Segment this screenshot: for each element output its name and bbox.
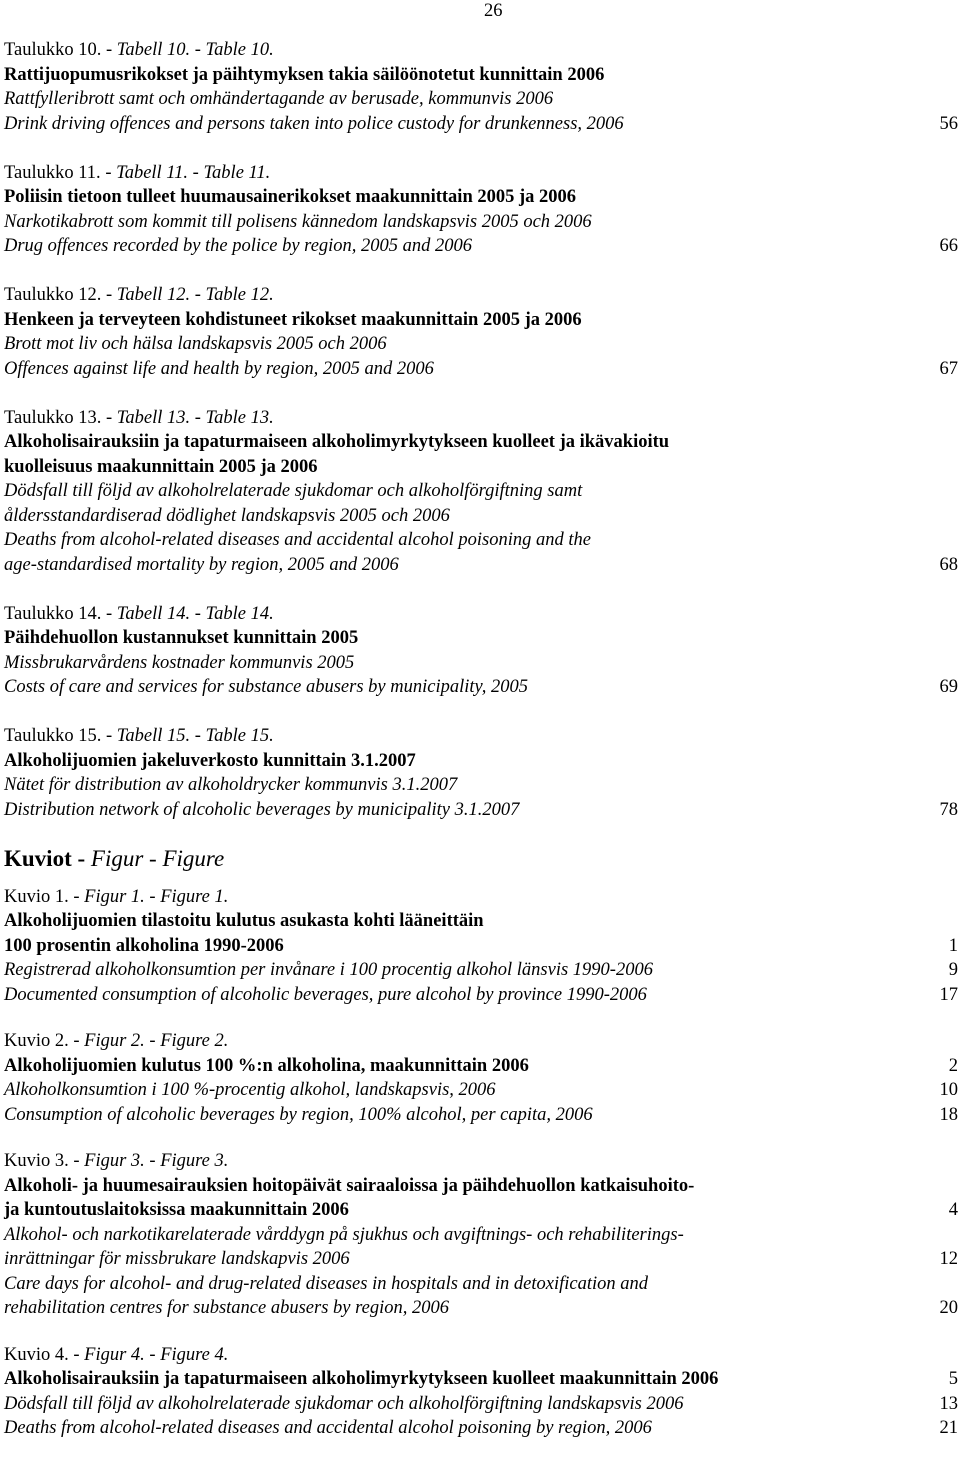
figure-title: Alkoholijuomien tilastoitu kulutus asukasta kohti lääneittäin xyxy=(4,911,484,931)
figure-line xyxy=(4,1078,958,1103)
figure-line xyxy=(4,1223,958,1248)
figure-line xyxy=(4,1054,958,1079)
table-subtitle: Costs of care and services for substance abusers by municipality, 2005 xyxy=(4,677,528,697)
table-label-main: Taulukko 10. xyxy=(4,40,102,60)
table-title: Alkoholijuomien jakeluverkosto kunnittain 3.1.2007 xyxy=(4,750,416,771)
table-subtitle: Drug offences recorded by the police by region, 2005 and 2006 xyxy=(4,236,473,256)
figure-line xyxy=(4,1198,958,1223)
figure-label-main: Kuvio 3. xyxy=(4,1151,69,1171)
table-label xyxy=(4,283,274,308)
figure-line xyxy=(4,934,958,959)
figure-entry xyxy=(4,1029,958,1127)
figure-label-main: Kuvio 1. xyxy=(4,886,69,907)
figure-label-line xyxy=(4,1343,958,1368)
table-title: Henkeen ja terveyteen kohdistuneet rikokset maakunnittain 2005 ja 2006 xyxy=(4,309,582,330)
figure-label-line xyxy=(4,885,958,910)
figure-label xyxy=(4,1343,228,1368)
figure-label-rest: - Figur 4. - Figure 4. xyxy=(68,1344,229,1365)
figure-subtitle: Registrerad alkoholkonsumtion per invånare i 100 procentig alkohol länsvis 1990-2006 xyxy=(4,960,653,980)
figure-subtitle: Consumption of alcoholic beverages by region, 100% alcohol, per capita, 2006 xyxy=(4,1104,593,1125)
table-subtitle: Deaths from alcohol-related diseases and accidental alcohol poisoning and the xyxy=(4,530,591,550)
table-line xyxy=(4,553,958,578)
figure-title: ja kuntoutuslaitoksissa maakunnittain 2006 xyxy=(4,1200,349,1220)
page-ref: 1 xyxy=(948,935,958,956)
figure-subtitle: Alkohol- och narkotikarelaterade vårddygn på sjukhus och avgiftnings- och rehabiliterings- xyxy=(4,1224,684,1245)
table-label xyxy=(4,602,274,627)
table-line xyxy=(4,210,958,235)
page-ref: 12 xyxy=(939,1249,958,1269)
figure-line xyxy=(4,1296,958,1321)
table-line xyxy=(4,332,958,357)
table-label-line xyxy=(4,724,958,749)
figure-line xyxy=(4,958,958,983)
table-label-rest: - Tabell 15. - Table 15. xyxy=(101,726,274,746)
page-ref: 9 xyxy=(948,960,958,980)
table-line xyxy=(4,308,958,333)
figure-subtitle: Care days for alcohol- and drug-related diseases in hospitals and in detoxification and xyxy=(4,1273,649,1294)
table-line xyxy=(4,479,958,504)
table-label-rest: - Tabell 11. - Table 11. xyxy=(100,162,271,183)
page-ref: 17 xyxy=(939,984,958,1005)
figure-label-rest: - Figur 2. - Figure 2. xyxy=(68,1031,229,1051)
figure-label-rest: - Figur 1. - Figure 1. xyxy=(68,886,229,907)
page-ref: 20 xyxy=(939,1298,958,1318)
figure-subtitle: Documented consumption of alcoholic beverages, pure alcohol by province 1990-2006 xyxy=(4,984,647,1005)
figures-list xyxy=(4,885,958,1441)
figures-heading-main: Kuviot - xyxy=(4,845,91,871)
figure-title: Alkoholi- ja huumesairauksien hoitopäivät sairaaloissa ja päihdehuollon katkaisuhoito- xyxy=(4,1175,695,1196)
table-line xyxy=(4,455,958,480)
table-subtitle: åldersstandardiserad dödlighet landskapsvis 2005 och 2006 xyxy=(4,505,450,526)
figure-subtitle: inrättningar för missbrukare landskapvis 2006 xyxy=(4,1249,350,1269)
table-subtitle: Missbrukarvårdens kostnader kommunvis 2005 xyxy=(4,652,355,673)
figure-line xyxy=(4,1272,958,1297)
page-ref: 21 xyxy=(939,1418,958,1438)
figure-line xyxy=(4,1247,958,1272)
figure-label-main: Kuvio 4. xyxy=(4,1344,69,1365)
table-label-main: Taulukko 12. xyxy=(4,285,102,305)
table-subtitle: Brott mot liv och hälsa landskapsvis 2005 och 2006 xyxy=(4,334,387,354)
figure-label-line xyxy=(4,1029,958,1054)
table-line xyxy=(4,504,958,529)
figure-line xyxy=(4,1416,958,1441)
table-label-main: Taulukko 14. xyxy=(4,603,102,624)
table-line xyxy=(4,626,958,651)
figures-heading xyxy=(4,845,958,873)
page-ref: 69 xyxy=(939,677,958,697)
table-line xyxy=(4,63,958,88)
table-label xyxy=(4,161,270,186)
table-entry xyxy=(4,406,958,578)
page-ref: 18 xyxy=(939,1104,958,1125)
table-label-main: Taulukko 15. xyxy=(4,726,102,746)
figure-entry xyxy=(4,1343,958,1441)
page-ref: 67 xyxy=(939,358,958,379)
table-line xyxy=(4,675,958,700)
table-label-line xyxy=(4,602,958,627)
table-entry xyxy=(4,161,958,259)
table-subtitle: age-standardised mortality by region, 2005 and 2006 xyxy=(4,554,399,575)
page-ref: 66 xyxy=(939,236,958,256)
table-label-main: Taulukko 11. xyxy=(4,162,101,183)
tables-list xyxy=(4,38,958,822)
table-title: Poliisin tietoon tulleet huumausainerikokset maakunnittain 2005 ja 2006 xyxy=(4,187,577,207)
table-title: Alkoholisairauksiin ja tapaturmaiseen alkoholimyrkytykseen kuolleet ja ikävakioitu xyxy=(4,432,670,452)
figure-subtitle: Dödsfall till följd av alkoholrelaterade sjukdomar och alkoholförgiftning landskapsvis 2006 xyxy=(4,1393,684,1414)
table-line xyxy=(4,528,958,553)
table-subtitle: Offences against life and health by region, 2005 and 2006 xyxy=(4,358,434,379)
table-title: Päihdehuollon kustannukset kunnittain 2005 xyxy=(4,628,359,648)
figure-subtitle: Alkoholkonsumtion i 100 %-procentig alkohol, landskapsvis, 2006 xyxy=(4,1080,496,1100)
table-entry xyxy=(4,283,958,381)
table-label xyxy=(4,724,274,749)
table-line xyxy=(4,430,958,455)
figure-label-rest: - Figur 3. - Figure 3. xyxy=(68,1151,229,1171)
figure-label xyxy=(4,885,228,910)
figure-title: Alkoholijuomien kulutus 100 %:n alkoholina, maakunnittain 2006 xyxy=(4,1055,529,1076)
figure-line xyxy=(4,1367,958,1392)
table-subtitle: Rattfylleribrott samt och omhändertagande av berusade, kommunvis 2006 xyxy=(4,89,554,109)
page-ref: 2 xyxy=(948,1055,958,1076)
table-label-rest: - Tabell 13. - Table 13. xyxy=(101,407,274,428)
table-label xyxy=(4,406,274,431)
page-number: 26 xyxy=(484,1,503,21)
figure-label xyxy=(4,1029,228,1054)
page-ref: 13 xyxy=(939,1393,958,1414)
figure-subtitle: rehabilitation centres for substance abusers by region, 2006 xyxy=(4,1298,449,1318)
table-label-line xyxy=(4,38,958,63)
page-ref: 56 xyxy=(939,113,958,134)
figure-label xyxy=(4,1149,228,1174)
figure-line xyxy=(4,1174,958,1199)
table-line xyxy=(4,357,958,382)
figure-label-line xyxy=(4,1149,958,1174)
table-entry xyxy=(4,602,958,700)
figure-line xyxy=(4,909,958,934)
table-subtitle: Narkotikabrott som kommit till polisens kännedom landskapsvis 2005 och 2006 xyxy=(4,211,592,232)
table-line xyxy=(4,87,958,112)
table-label-rest: - Tabell 14. - Table 14. xyxy=(101,603,274,624)
figure-line xyxy=(4,983,958,1008)
table-line xyxy=(4,185,958,210)
table-label-rest: - Tabell 12. - Table 12. xyxy=(101,285,274,305)
table-title: kuolleisuus maakunnittain 2005 ja 2006 xyxy=(4,456,318,477)
table-title: Rattijuopumusrikokset ja päihtymyksen takia säilöönotetut kunnittain 2006 xyxy=(4,64,605,85)
table-label-line xyxy=(4,283,958,308)
figure-line xyxy=(4,1392,958,1417)
table-line xyxy=(4,112,958,137)
table-label-line xyxy=(4,406,958,431)
figure-label-main: Kuvio 2. xyxy=(4,1031,69,1051)
table-line xyxy=(4,651,958,676)
table-subtitle: Dödsfall till följd av alkoholrelaterade sjukdomar och alkoholförgiftning samt xyxy=(4,481,583,501)
figure-title: 100 prosentin alkoholina 1990-2006 xyxy=(4,935,284,956)
table-label-main: Taulukko 13. xyxy=(4,407,102,428)
page-ref: 78 xyxy=(939,799,958,820)
table-label-rest: - Tabell 10. - Table 10. xyxy=(101,40,274,60)
page-ref: 68 xyxy=(939,554,958,575)
table-entry xyxy=(4,38,958,136)
table-line xyxy=(4,749,958,774)
table-subtitle: Drink driving offences and persons taken into police custody for drunkenness, 2006 xyxy=(4,113,624,134)
figure-line xyxy=(4,1103,958,1128)
figures-heading-rest: Figur - Figure xyxy=(90,845,225,871)
figure-subtitle: Deaths from alcohol-related diseases and accidental alcohol poisoning by region, 2006 xyxy=(4,1418,652,1438)
table-entry xyxy=(4,724,958,822)
table-label xyxy=(4,38,274,63)
table-subtitle: Nätet för distribution av alkoholdrycker kommunvis 3.1.2007 xyxy=(4,775,458,795)
table-label-line xyxy=(4,161,958,186)
table-line xyxy=(4,234,958,259)
page-ref: 10 xyxy=(939,1080,958,1100)
table-line xyxy=(4,798,958,823)
page-ref: 5 xyxy=(948,1369,958,1389)
table-of-contents xyxy=(4,38,958,1463)
table-line xyxy=(4,773,958,798)
table-subtitle: Distribution network of alcoholic beverages by municipality 3.1.2007 xyxy=(4,799,520,820)
figure-title: Alkoholisairauksiin ja tapaturmaiseen alkoholimyrkytykseen kuolleet maakunnittain 2006 xyxy=(4,1369,719,1389)
figure-entry xyxy=(4,1149,958,1321)
figure-entry xyxy=(4,885,958,1008)
page-ref: 4 xyxy=(948,1200,958,1220)
